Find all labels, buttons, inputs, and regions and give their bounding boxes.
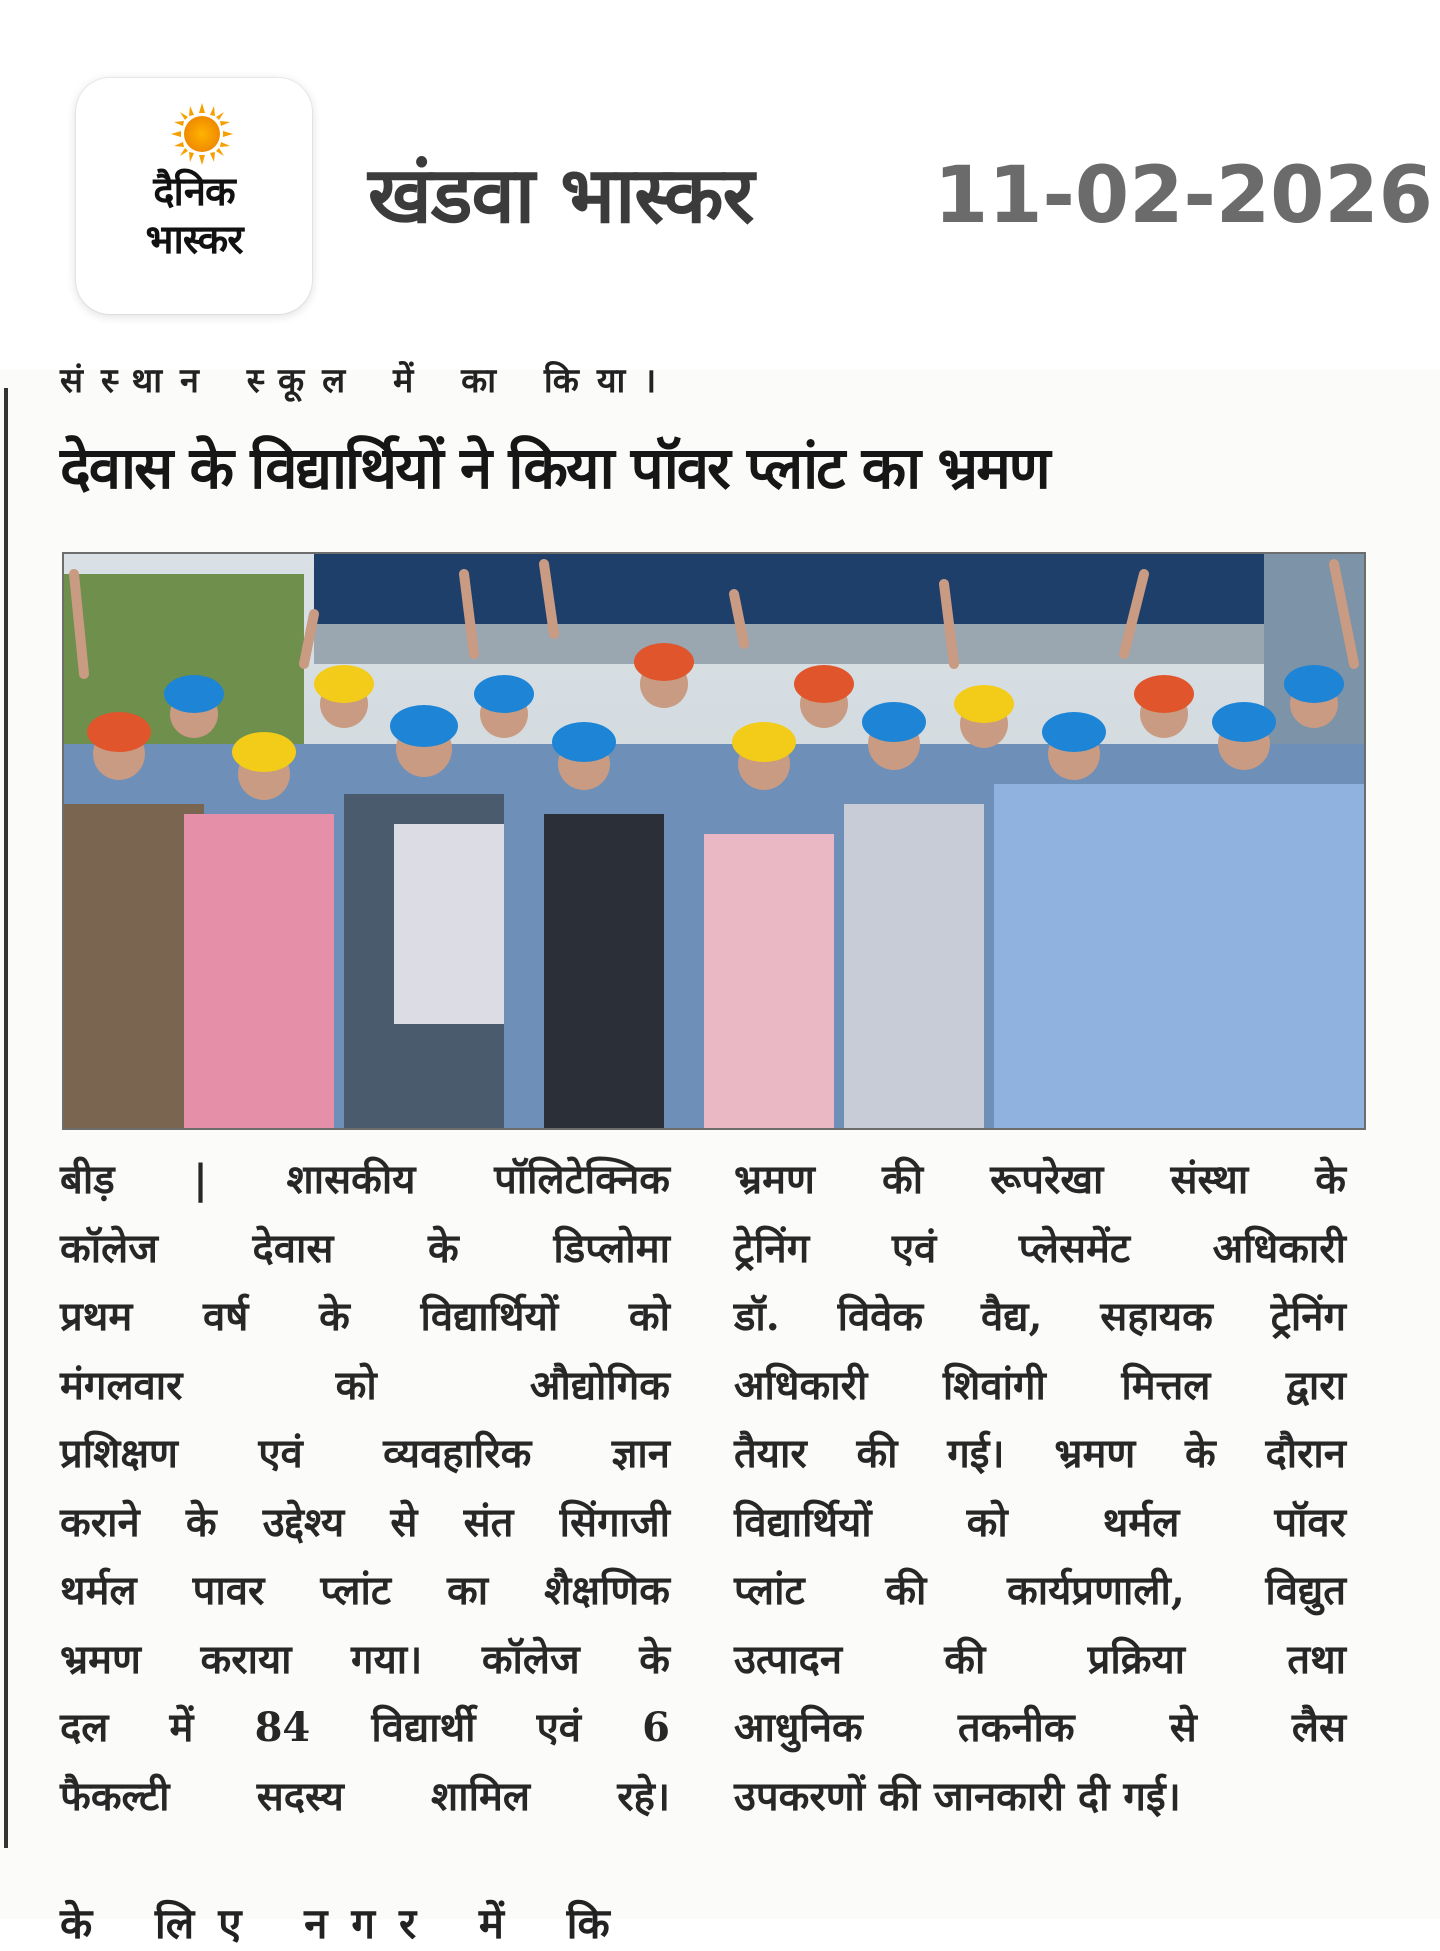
body-line: तैयार की गई। भ्रमण के दौरान: [734, 1430, 1346, 1477]
article-headline: देवास के विद्यार्थियों ने किया पॉवर प्लांट का भ्रमण: [60, 434, 1049, 502]
body-line: प्रथम वर्ष के विद्यार्थियों को: [60, 1293, 670, 1340]
body-line: थर्मल पावर प्लांट का शैक्षणिक: [60, 1567, 670, 1614]
body-line: विद्यार्थियों को थर्मल पॉवर: [734, 1498, 1346, 1546]
body-line: बीड़ | शासकीय पॉलिटेक्निक: [60, 1156, 670, 1203]
cut-off-next-text: के लिए नगर में कि: [60, 1899, 634, 1948]
logo-text-line2: भास्कर: [145, 216, 243, 263]
body-line: ट्रेनिंग एवं प्लेसमेंट अधिकारी: [734, 1224, 1346, 1272]
sun-icon: [171, 103, 233, 165]
cut-off-previous-text: संस्थान स्कूल में का किया।: [60, 361, 675, 401]
article-body-left: [60, 1146, 670, 1831]
body-line: भ्रमण की रूपरेखा संस्था के: [734, 1156, 1346, 1203]
group-photo-icon: [64, 554, 1364, 1128]
body-line: अधिकारी शिवांगी मित्तल द्वारा: [734, 1361, 1346, 1409]
body-line: मंगलवार को औद्योगिक: [60, 1361, 670, 1409]
body-line: उपकरणों की जानकारी दी गई।: [734, 1772, 1181, 1820]
clipping-left-rule: [4, 388, 8, 1848]
body-line: भ्रमण कराया गया। कॉलेज के: [60, 1635, 670, 1683]
article-photo: [62, 552, 1366, 1130]
body-line: कॉलेज देवास के डिप्लोमा: [60, 1224, 670, 1272]
body-line: आधुनिक तकनीक से लैस: [734, 1704, 1346, 1751]
body-line: प्लांट की कार्यप्रणाली, विद्युत: [734, 1567, 1346, 1614]
body-line: उत्पादन की प्रक्रिया तथा: [734, 1635, 1346, 1683]
edition-title: खंडवा भास्कर: [368, 151, 754, 241]
dainik-bhaskar-logo[interactable]: [76, 78, 312, 314]
article-body-right: [734, 1146, 1346, 1831]
body-line: कराने के उद्देश्य से संत सिंगाजी: [60, 1498, 670, 1546]
news-clipping: [0, 361, 1440, 1948]
body-line: फैकल्टी सदस्य शामिल रहे।: [60, 1772, 670, 1820]
body-line: डॉ. विवेक वैद्य, सहायक ट्रेनिंग: [734, 1293, 1346, 1340]
edition-date: 11-02-2026: [934, 151, 1433, 241]
logo-text-line1: दैनिक: [153, 168, 235, 215]
body-line: प्रशिक्षण एवं व्यवहारिक ज्ञान: [60, 1430, 670, 1477]
body-line: दल में 84 विद्यार्थी एवं 6: [60, 1704, 670, 1751]
header: [0, 0, 1440, 340]
